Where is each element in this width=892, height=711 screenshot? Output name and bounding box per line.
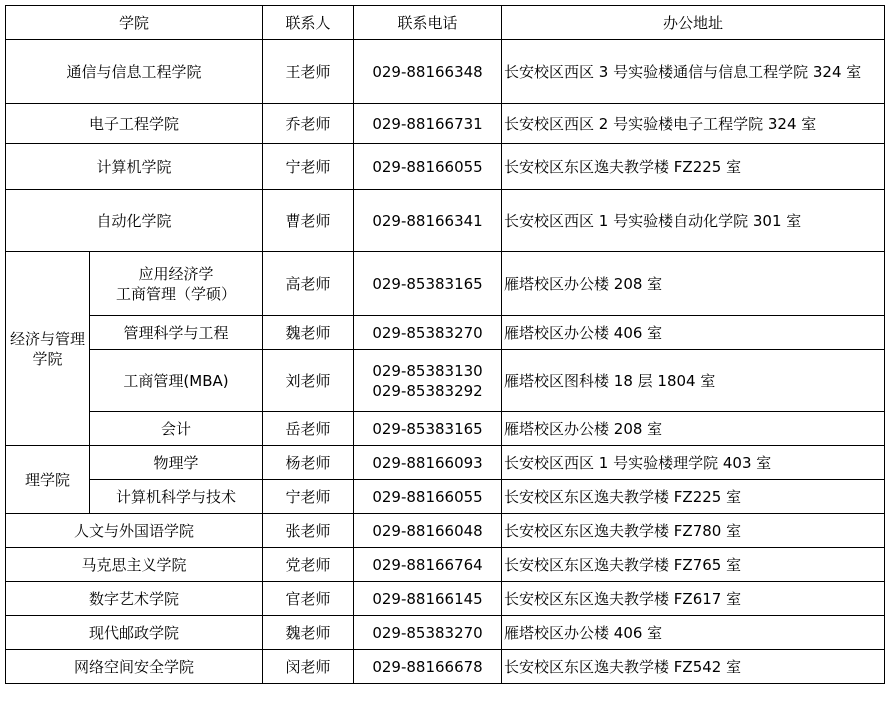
college-contact-table [5, 5, 885, 684]
phone-line: 029-85383130 [372, 361, 483, 380]
address-cell: 长安校区西区 2 号实验楼电子工程学院 324 室 [502, 104, 885, 144]
phone-cell: 029-88166145 [354, 582, 502, 616]
table-row [6, 480, 885, 514]
major-cell: 工商管理(MBA) [90, 350, 263, 412]
address-cell: 雁塔校区办公楼 406 室 [502, 316, 885, 350]
major-cell [90, 252, 263, 316]
contact-cell: 岳老师 [263, 412, 354, 446]
table-row [6, 104, 885, 144]
phone-cell: 029-88166341 [354, 190, 502, 252]
phone-cell: 029-88166093 [354, 446, 502, 480]
college-cell: 现代邮政学院 [6, 616, 263, 650]
address-cell: 雁塔校区办公楼 406 室 [502, 616, 885, 650]
phone-cell: 029-88166348 [354, 40, 502, 104]
table-row [6, 252, 885, 316]
phone-cell: 029-85383165 [354, 412, 502, 446]
college-cell: 通信与信息工程学院 [6, 40, 263, 104]
contact-cell: 曹老师 [263, 190, 354, 252]
table-row [6, 190, 885, 252]
major-cell: 物理学 [90, 446, 263, 480]
address-cell: 雁塔校区图科楼 18 层 1804 室 [502, 350, 885, 412]
contact-cell: 魏老师 [263, 316, 354, 350]
table-row [6, 316, 885, 350]
header-row [6, 6, 885, 40]
major-line: 应用经济学 [138, 264, 214, 283]
phone-cell: 029-85383165 [354, 252, 502, 316]
phone-cell: 029-88166055 [354, 144, 502, 190]
address-cell: 长安校区西区 1 号实验楼理学院 403 室 [502, 446, 885, 480]
table-row [6, 412, 885, 446]
contact-cell: 高老师 [263, 252, 354, 316]
address-cell: 长安校区东区逸夫教学楼 FZ617 室 [502, 582, 885, 616]
contact-cell: 魏老师 [263, 616, 354, 650]
address-cell: 长安校区东区逸夫教学楼 FZ765 室 [502, 548, 885, 582]
contact-cell: 张老师 [263, 514, 354, 548]
address-cell: 长安校区西区 1 号实验楼自动化学院 301 室 [502, 190, 885, 252]
contact-cell: 王老师 [263, 40, 354, 104]
contact-cell: 刘老师 [263, 350, 354, 412]
table-row [6, 40, 885, 104]
phone-cell: 029-88166678 [354, 650, 502, 684]
table-row [6, 650, 885, 684]
college-cell: 理学院 [6, 446, 90, 514]
phone-line: 029-85383292 [372, 381, 483, 400]
phone-cell: 029-85383270 [354, 316, 502, 350]
phone-cell: 029-88166048 [354, 514, 502, 548]
contact-cell: 乔老师 [263, 104, 354, 144]
college-cell: 网络空间安全学院 [6, 650, 263, 684]
phone-cell: 029-88166055 [354, 480, 502, 514]
address-cell: 长安校区东区逸夫教学楼 FZ225 室 [502, 144, 885, 190]
header-address: 办公地址 [502, 6, 885, 40]
address-cell: 雁塔校区办公楼 208 室 [502, 252, 885, 316]
table-row [6, 350, 885, 412]
phone-cell [354, 350, 502, 412]
address-cell: 雁塔校区办公楼 208 室 [502, 412, 885, 446]
table-row [6, 514, 885, 548]
contact-cell: 官老师 [263, 582, 354, 616]
contact-cell: 杨老师 [263, 446, 354, 480]
contact-cell: 宁老师 [263, 480, 354, 514]
table-row [6, 446, 885, 480]
college-cell: 电子工程学院 [6, 104, 263, 144]
college-cell: 自动化学院 [6, 190, 263, 252]
address-cell: 长安校区西区 3 号实验楼通信与信息工程学院 324 室 [502, 40, 885, 104]
phone-cell: 029-88166764 [354, 548, 502, 582]
table-row [6, 616, 885, 650]
college-cell: 经济与管理学院 [6, 252, 90, 446]
address-cell: 长安校区东区逸夫教学楼 FZ225 室 [502, 480, 885, 514]
phone-cell: 029-88166731 [354, 104, 502, 144]
college-cell: 马克思主义学院 [6, 548, 263, 582]
major-cell: 会计 [90, 412, 263, 446]
header-phone: 联系电话 [354, 6, 502, 40]
address-cell: 长安校区东区逸夫教学楼 FZ780 室 [502, 514, 885, 548]
contact-cell: 党老师 [263, 548, 354, 582]
phone-cell: 029-85383270 [354, 616, 502, 650]
header-college: 学院 [6, 6, 263, 40]
contact-cell: 闵老师 [263, 650, 354, 684]
table-row [6, 548, 885, 582]
table-row [6, 144, 885, 190]
major-cell: 管理科学与工程 [90, 316, 263, 350]
major-line: 工商管理（学硕） [116, 284, 237, 303]
college-cell: 计算机学院 [6, 144, 263, 190]
college-cell: 数字艺术学院 [6, 582, 263, 616]
table-row [6, 582, 885, 616]
college-cell: 人文与外国语学院 [6, 514, 263, 548]
major-cell: 计算机科学与技术 [90, 480, 263, 514]
header-contact: 联系人 [263, 6, 354, 40]
contact-cell: 宁老师 [263, 144, 354, 190]
address-cell: 长安校区东区逸夫教学楼 FZ542 室 [502, 650, 885, 684]
